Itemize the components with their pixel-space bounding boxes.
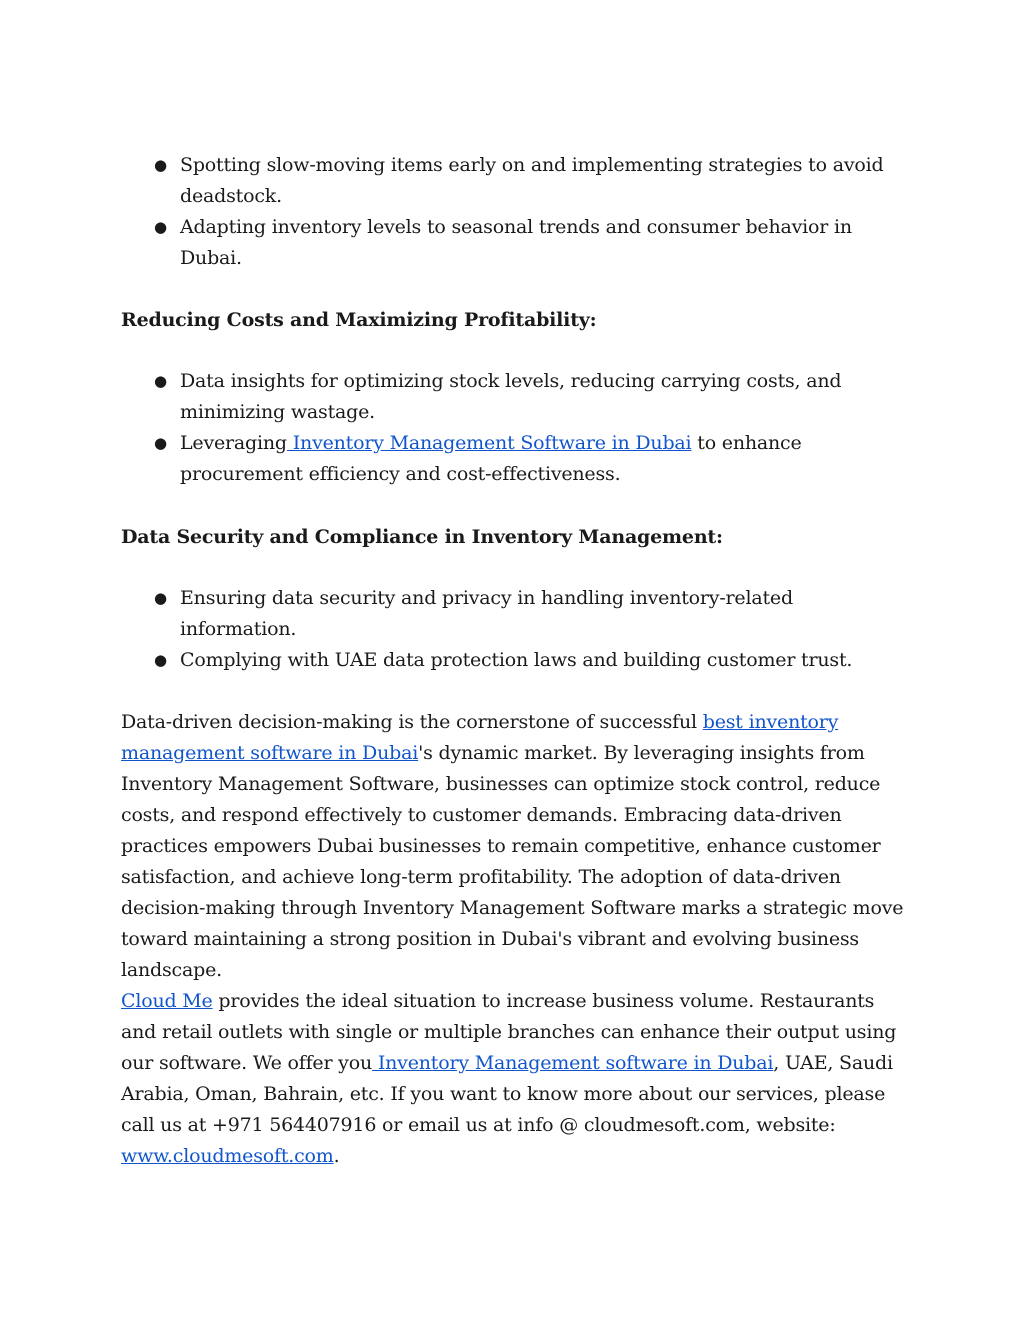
contact-paragraph [121, 986, 911, 1172]
spacer [121, 274, 911, 305]
list-item-text: Spotting slow-moving items early on and implementing strategies to avoid deadstock. [180, 154, 884, 207]
bullet-list-inventory [121, 150, 911, 274]
paragraph-text: provides the ideal situation to increase business volume. Restaurants and retail outlets with single or multiple branches can enhance their output using our software. We offer you [121, 990, 897, 1074]
list-item [121, 366, 911, 428]
document-page [121, 150, 911, 1172]
cloud-me-link[interactable]: Cloud Me [121, 990, 213, 1012]
bullet-icon: ● [154, 434, 167, 452]
bullet-list-costs [121, 366, 911, 490]
bullet-icon: ● [154, 218, 167, 236]
bullet-icon: ● [154, 372, 167, 390]
best-inventory-software-link[interactable]: best inventory management software in Dubai [121, 711, 839, 764]
section-heading-costs: Reducing Costs and Maximizing Profitability: [121, 309, 597, 331]
bullet-icon: ● [154, 651, 167, 669]
spacer [121, 490, 911, 522]
inventory-software-dubai-link[interactable]: Inventory Management software in Dubai [372, 1052, 774, 1074]
list-item-text: Data insights for optimizing stock levels, reducing carrying costs, and minimizing wastage. [180, 370, 842, 423]
paragraph-text: . [333, 1145, 340, 1167]
paragraph-text: 's dynamic market. By leveraging insights from Inventory Management Software, businesses can optimize stock control, reduce costs, and respond effectively to customer demands. Embracing data-driven practices empowers Dubai businesses to remain competitive, enhance customer satisfaction, and achieve long-term profitability. The adoption of data-driven decision-making through Inventory Management Software marks a strategic move toward maintaining a strong position in Dubai's vibrant and evolving business landscape. [121, 742, 904, 981]
list-item-text: Complying with UAE data protection laws and building customer trust. [180, 649, 853, 671]
website-link[interactable]: www.cloudmesoft.com [121, 1145, 334, 1167]
spacer [121, 676, 911, 707]
list-item [121, 212, 911, 274]
conclusion-paragraph [121, 707, 911, 986]
list-item-text: Adapting inventory levels to seasonal trends and consumer behavior in Dubai. [180, 216, 852, 269]
list-item [121, 428, 911, 490]
list-item [121, 583, 911, 645]
list-item [121, 645, 911, 676]
list-item-text: to enhance procurement efficiency and cost-effectiveness. [180, 432, 802, 485]
spacer [121, 336, 911, 366]
list-item [121, 150, 911, 212]
inventory-software-link[interactable]: Inventory Management Software in Dubai [286, 432, 692, 454]
bullet-icon: ● [154, 156, 167, 174]
spacer [121, 553, 911, 583]
bullet-list-security [121, 583, 911, 676]
list-item-text: Leveraging [180, 432, 287, 454]
bullet-icon: ● [154, 589, 167, 607]
section-heading-security: Data Security and Compliance in Inventory Management: [121, 526, 723, 548]
paragraph-text: Data-driven decision-making is the cornerstone of successful [121, 711, 703, 733]
paragraph-text: , UAE, Saudi Arabia, Oman, Bahrain, etc. If you want to know more about our services, please call us at +971 564407916 or email us at info @ cloudmesoft.com, website: [121, 1052, 893, 1136]
list-item-text: Ensuring data security and privacy in handling inventory-related information. [180, 587, 793, 640]
